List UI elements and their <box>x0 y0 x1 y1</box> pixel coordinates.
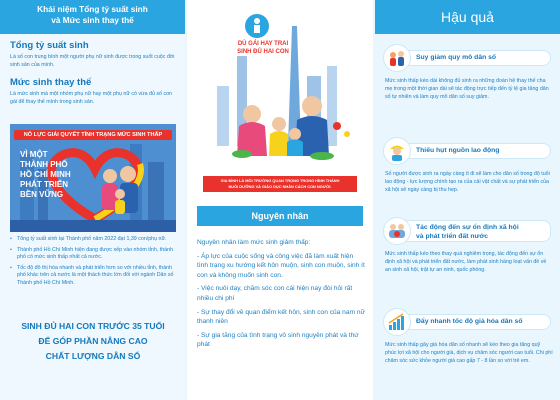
poster-line5: BỀN VỮNG <box>20 190 64 199</box>
consequence-item-3 <box>383 217 553 274</box>
stats-list <box>10 236 178 291</box>
slogan-line3: CHẤT LƯỢNG DÂN SỐ <box>45 351 141 361</box>
panel-concepts <box>0 0 185 400</box>
consequence-title-3 <box>401 220 551 242</box>
poster-line3: HỒ CHÍ MINH <box>20 170 71 179</box>
family-artwork <box>197 6 363 198</box>
causes-intro: Nguyên nhân làm mức sinh giảm thấp: <box>197 239 311 246</box>
illus-title-line2: SINH ĐỦ HAI CON <box>237 49 289 55</box>
panel-causes <box>187 0 373 400</box>
consequence-title-2: Thiếu hụt nguồn lao động <box>401 143 551 159</box>
concepts-header-line2: và Mức sinh thay thế <box>51 15 134 25</box>
cause-item: - Việc nuôi dạy, chăm sóc con cái hiện nay đòi hỏi rất nhiều chi phí <box>197 285 353 302</box>
poster-line2: THÀNH PHỐ <box>20 160 68 169</box>
illus-caption-line1: GIA ĐÌNH LÀ MÔI TRƯỜNG QUAN TRỌNG TRONG HÌNH THÀNH <box>220 178 340 183</box>
consequence-text-4: Mức sinh thấp gây già hóa dân số nhanh sẽ kéo theo gia tăng quỹ phúc lợi xã hội cho người già, dịch vụ chăm sóc người cao tuổi. Chi phí chăm sóc sức khỏe người già cao gấp 7 - 8 lần so với trẻ em. <box>385 342 553 364</box>
aging-growth-chart-icon <box>383 308 411 336</box>
stat-bullet: • Tốc độ đô thị hóa nhanh và phát triển hơn so với nhiều tỉnh, thành phố khác trên cả nước là một thách thức lớn đối với ngành Dân số Thành phố Hồ Chí Minh. <box>10 265 178 288</box>
consequence-item-4 <box>383 308 553 365</box>
poster-banner: NỖ LỰC GIẢI QUYẾT TÌNH TRẠNG MỨC SINH THẤP <box>14 130 172 140</box>
slogan-line1: SINH ĐỦ HAI CON TRƯỚC 35 TUỔI <box>21 321 165 331</box>
illus-caption <box>203 176 357 192</box>
stat-bullet: • Thành phố Hồ Chí Minh hiện đang được xếp vào nhóm tỉnh, thành phố có mức sinh thấp nhất cả nước. <box>10 247 178 262</box>
family-illustration <box>197 6 363 198</box>
consequences-header: Hậu quả <box>375 0 560 34</box>
consequence-title-1: Suy giảm quy mô dân số <box>401 50 551 66</box>
consequence-title-3-line2: và phát triển đất nước <box>416 233 489 240</box>
illus-title-line1: DÙ GÁI HAY TRAI <box>237 41 289 47</box>
worker-shortage-icon <box>383 137 411 165</box>
cause-item: - Sự thay đổi về quan điểm kết hôn, sinh con của nam nữ thanh niên <box>197 308 365 326</box>
poster-line4: PHÁT TRIỂN <box>20 180 68 189</box>
consequence-item-2 <box>383 137 553 194</box>
tfr-text: Là số con trung bình một người phụ nữ sinh được trong suốt cuộc đời sinh sản của mình. <box>10 54 175 68</box>
consequence-item-1 <box>383 44 553 101</box>
bottom-slogan <box>6 319 180 364</box>
campaign-poster <box>10 124 176 232</box>
concepts-header-line1: Khái niệm Tổng tỷ suất sinh <box>37 4 148 14</box>
consequence-text-2: Số người được sinh ra ngày càng ít đi sẽ làm cho dân số trong độ tuổi lao động - lực lượng chính tạo ra của cải vật chất và sự phát triển của xã hội sẽ ngày càng bị thu hẹp. <box>385 171 550 193</box>
illus-title <box>233 40 293 56</box>
shrinking-population-icon <box>383 44 411 72</box>
consequence-text-3: Mức sinh thấp kéo theo thay quá nghiêm trọng, tác động đến sự ổn định xã hội và phát triển đất nước, làm phát sinh hàng loạt vấn đề về an sinh xã hội, trật tự an ninh, quốc phòng. <box>385 251 547 273</box>
causes-header: Nguyên nhân <box>197 206 363 226</box>
cause-item: - Sự gia tăng của tình trạng vô sinh nguyên phát và thứ phát <box>197 331 359 349</box>
causes-list <box>197 238 365 354</box>
panel-consequences <box>375 0 560 400</box>
poster-slogan <box>20 150 71 200</box>
social-stability-icon <box>383 217 411 245</box>
concepts-header <box>0 0 185 34</box>
tfr-title: Tổng tỷ suất sinh <box>10 40 89 51</box>
cause-item: - Áp lực của cuộc sống và công việc đã làm xuất hiện tình trạng xu hướng kết hôn muộn, sinh con muộn, sinh ít con và không muốn sinh con. <box>197 252 365 279</box>
replacement-title: Mức sinh thay thế <box>10 77 92 88</box>
consequence-title-3-line1: Tác động đến sự ổn định xã hội <box>416 224 519 231</box>
replacement-text: Là mức sinh mà một nhóm phụ nữ hay một phụ nữ có vừa đủ số con gái để thay thế mình trong sinh sản. <box>10 91 172 105</box>
stat-bullet: • Tổng tỷ suất sinh tại Thành phố năm 2022 đạt 1,39 con/phụ nữ. <box>10 236 178 244</box>
consequence-title-4: Đẩy nhanh tốc độ già hóa dân số <box>401 314 551 330</box>
illus-caption-line2: NUÔI DƯỠNG VÀ GIÁO DỤC NHÂN CÁCH CON NGƯỜI. <box>228 184 332 189</box>
slogan-line2: ĐỂ GÓP PHẦN NÂNG CAO <box>38 336 148 346</box>
poster-line1: VÌ MỘT <box>20 150 48 159</box>
consequence-text-1: Mức sinh thấp kéo dài không đủ sinh ra những đoàn hệ thay thế cha mẹ trong một thời gian dài sẽ tác động trực tiếp đến tỷ lệ gia tăng dân số tự nhiên và làm quy mô dân số suy giảm. <box>385 78 549 100</box>
